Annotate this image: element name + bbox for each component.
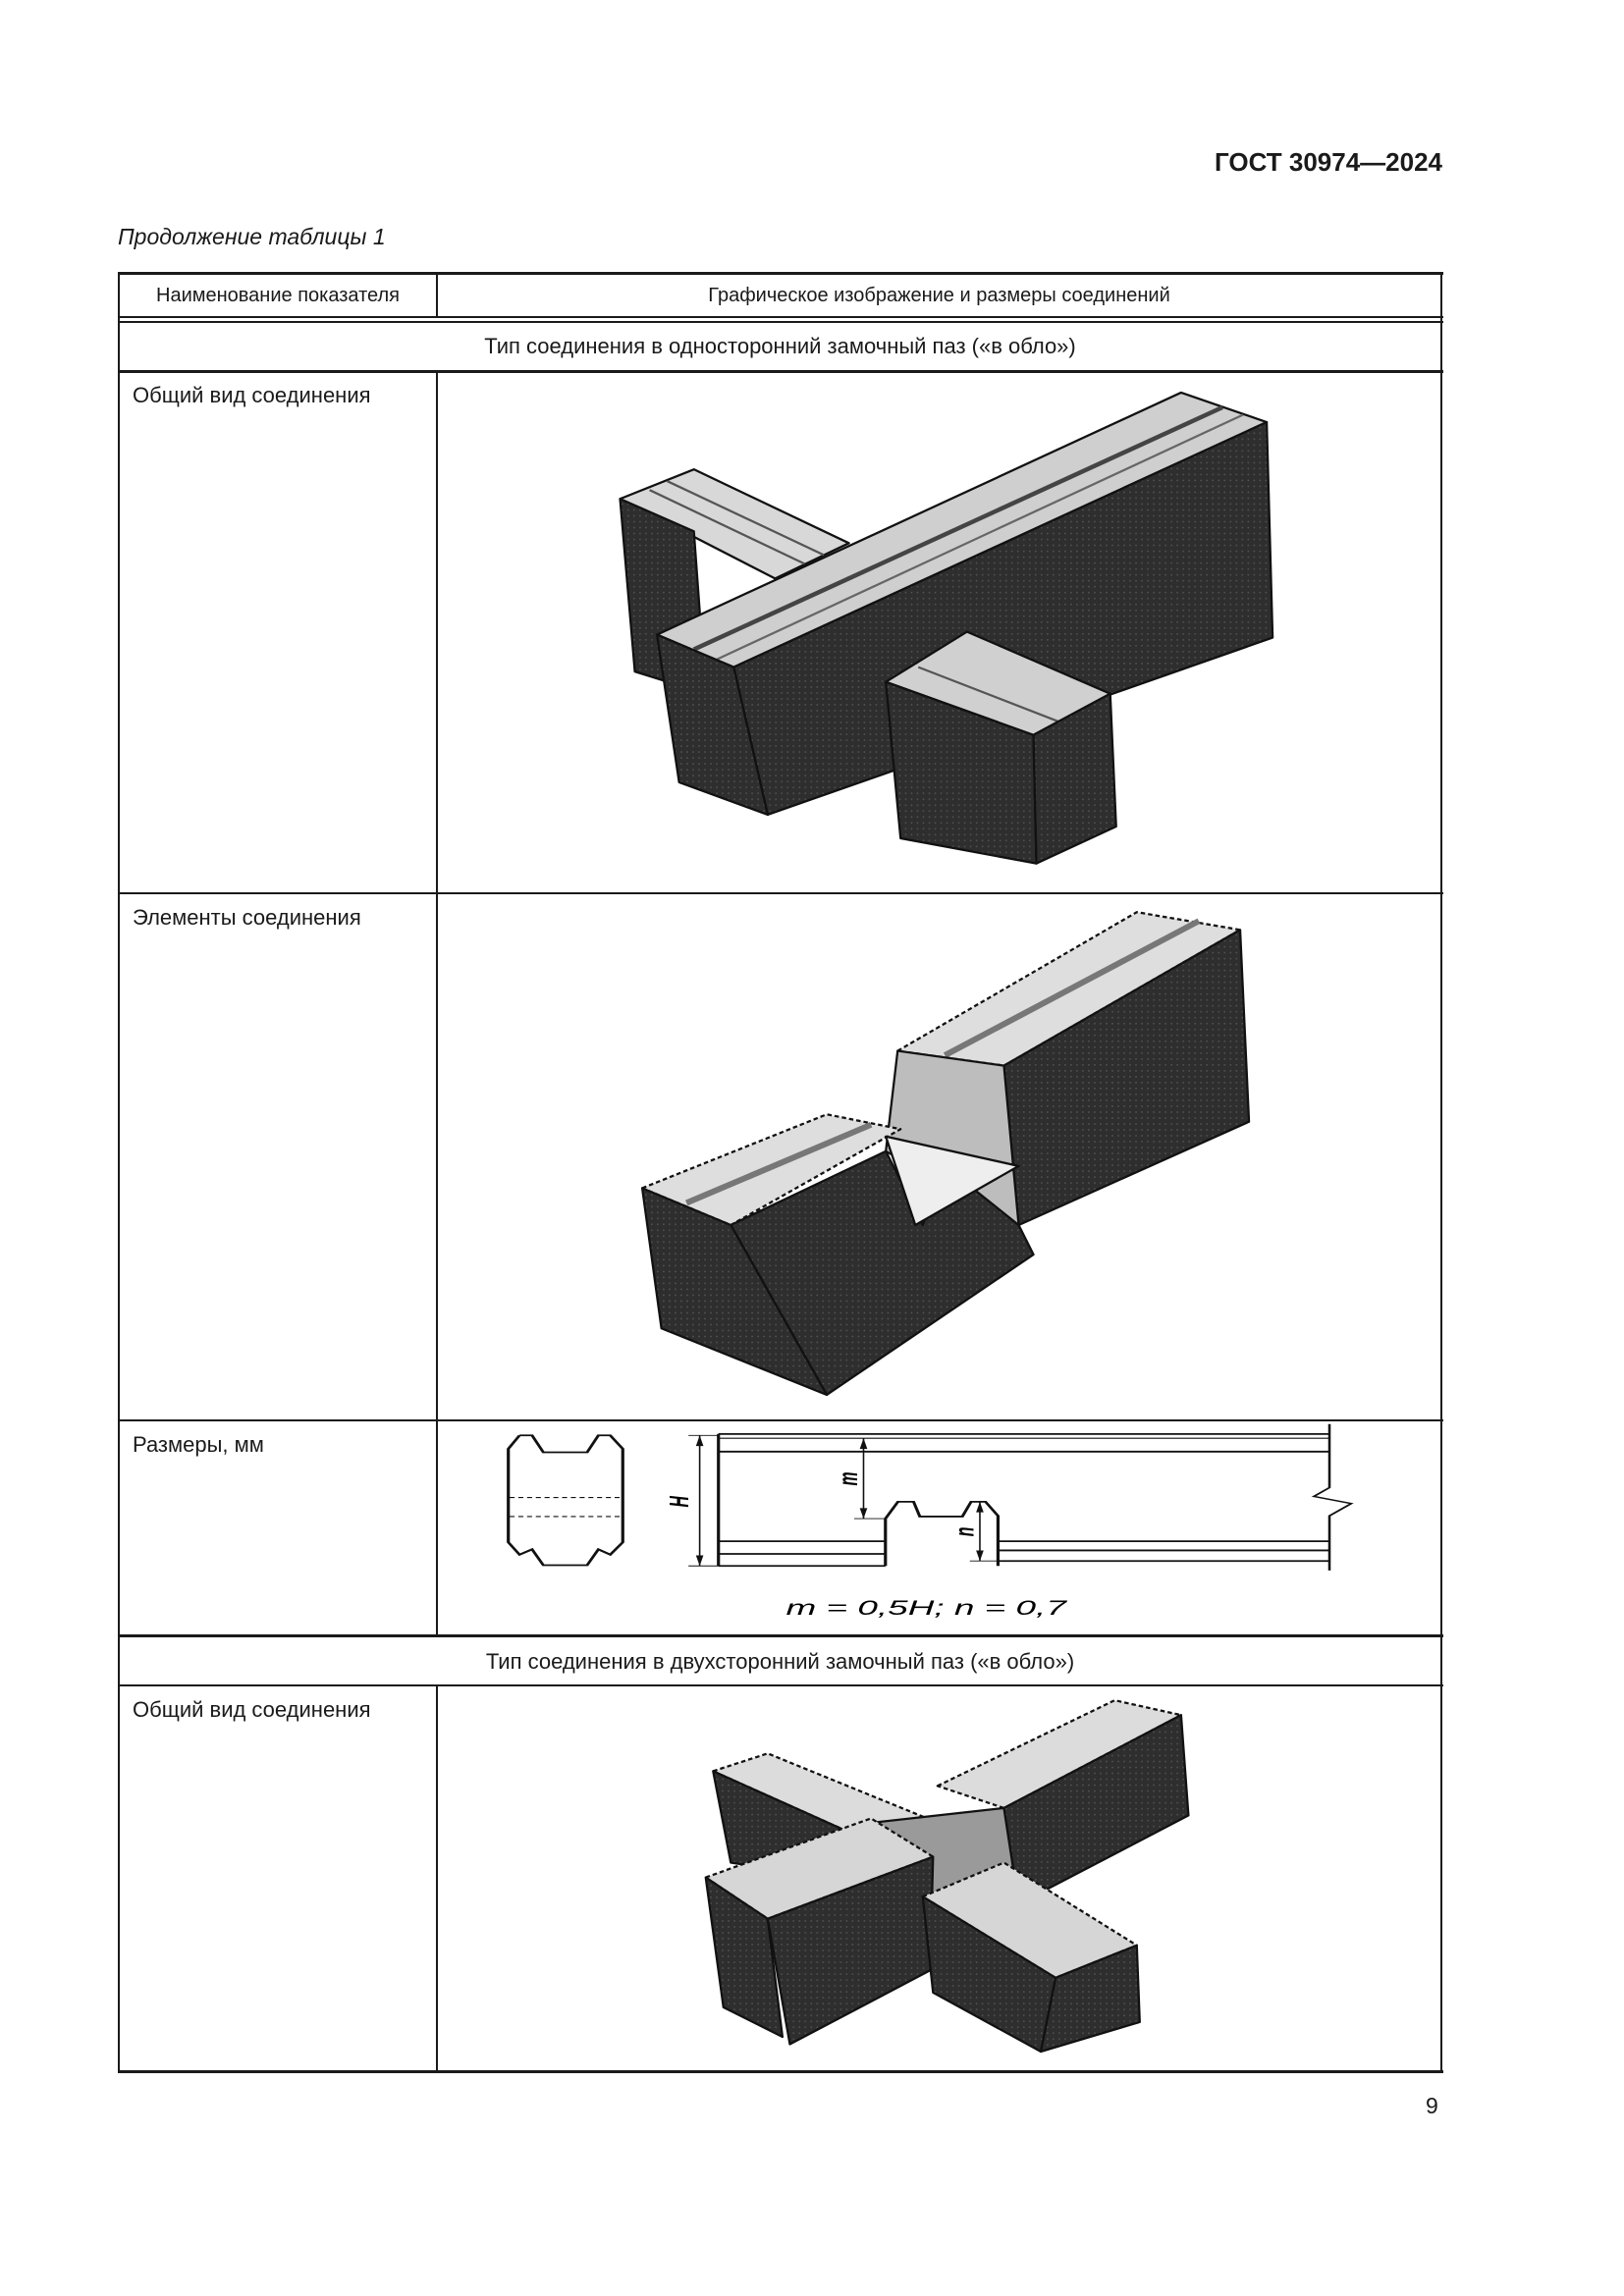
- cross-section-profile: [509, 1435, 623, 1565]
- row-label: Общий вид соединения: [133, 1697, 371, 1722]
- dimension-label-n: n: [947, 1526, 980, 1537]
- page-number: 9: [1426, 2093, 1438, 2118]
- two-sided-joint-overview-image: [706, 1700, 1189, 2052]
- column-header-indicator: Наименование показателя: [156, 285, 400, 306]
- row-label: Общий вид соединения: [133, 383, 371, 407]
- one-sided-joint-overview-image: [621, 393, 1273, 864]
- dimension-drawing: [432, 1414, 1414, 1639]
- document-code: ГОСТ 30974—2024: [1215, 147, 1442, 177]
- section-title: Тип соединения в односторонний замочный паз («в обло»): [484, 334, 1076, 358]
- row-label: Элементы соединения: [133, 905, 361, 930]
- dimension-label-H: H: [663, 1496, 695, 1508]
- section-title: Тип соединения в двухсторонний замочный паз («в обло»): [485, 1649, 1075, 1674]
- dimension-label-m: m: [832, 1471, 864, 1486]
- column-header-graphic: Графическое изображение и размеры соединений: [708, 285, 1170, 306]
- dimension-formula: m = 0,5H; n = 0,7: [785, 1596, 1066, 1620]
- row-label: Размеры, мм: [133, 1432, 264, 1457]
- table-caption: Продолжение таблицы 1: [118, 224, 386, 249]
- one-sided-joint-elements-image: [642, 912, 1249, 1395]
